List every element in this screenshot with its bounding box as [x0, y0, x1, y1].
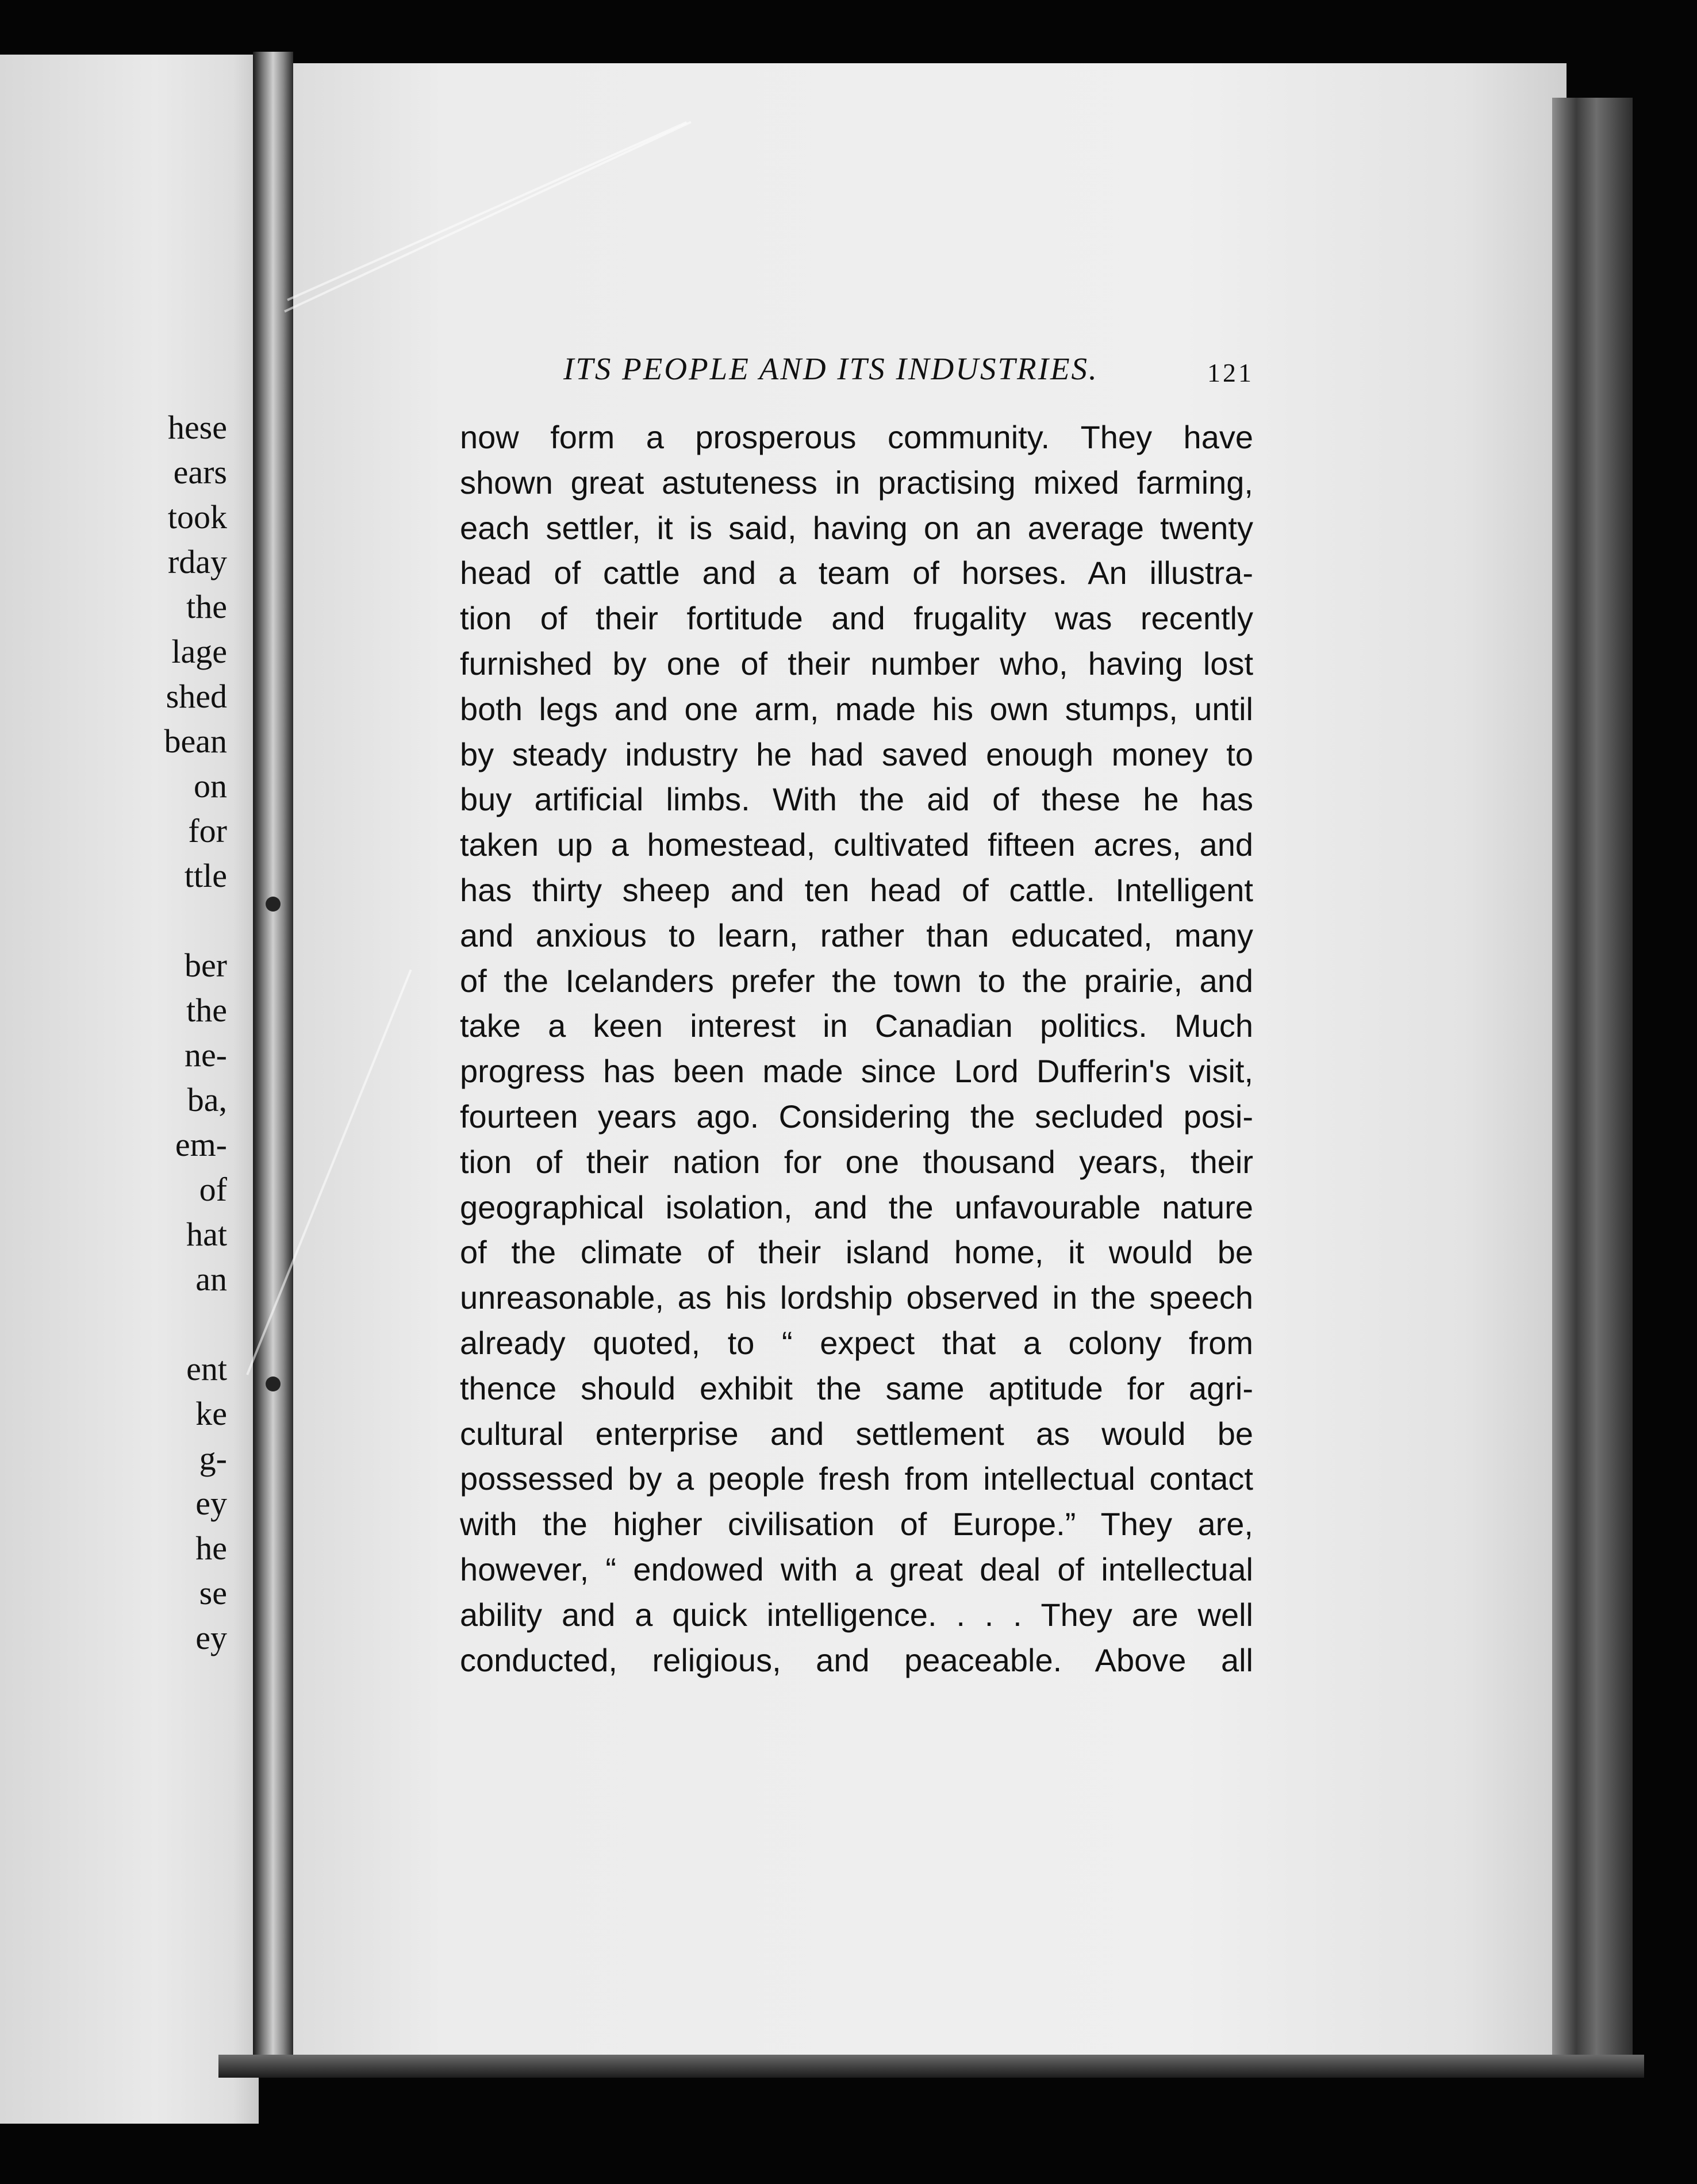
text-line: possessed by a people fresh from intellectual contact	[460, 1460, 1253, 1497]
text-line: both legs and one arm, made his own stumps, until	[460, 690, 1253, 727]
text-line: head of cattle and a team of horses. An illustra-	[460, 555, 1253, 591]
left-page-line-fragment	[164, 1302, 228, 1347]
left-page-line-fragment: ears	[173, 453, 227, 491]
left-page-line-fragment: an	[195, 1260, 227, 1298]
text-line: of the Icelanders prefer the town to the prairie, and	[460, 962, 1253, 999]
left-page-line-fragment: bean	[164, 722, 227, 760]
text-line: buy artificial limbs. With the aid of these he has	[460, 781, 1253, 818]
left-page-line-fragment: shed	[166, 678, 227, 715]
left-page-line-fragment: of	[199, 1171, 227, 1208]
text-line: take a keen interest in Canadian politics. Much	[460, 1008, 1253, 1044]
page-number: 121	[1207, 358, 1254, 387]
left-page-line-fragment: rday	[167, 543, 227, 580]
running-head: ITS PEOPLE AND ITS INDUSTRIES.	[563, 351, 1099, 386]
text-line: geographical isolation, and the unfavourable nature	[460, 1189, 1253, 1225]
text-line: with the higher civilisation of Europe.” They are,	[460, 1506, 1253, 1543]
text-line: now form a prosperous community. They have	[460, 419, 1253, 455]
left-page-line-fragment: g-	[199, 1440, 227, 1477]
text-line: and anxious to learn, rather than educated, many	[460, 917, 1253, 953]
page-bottom-edge	[218, 2055, 1644, 2078]
text-line: conducted, religious, and peaceable. Above all	[460, 1641, 1253, 1678]
left-page-line-fragment: ke	[195, 1395, 227, 1432]
left-page-text-fragments	[164, 405, 228, 1660]
text-line: cultural enterprise and settlement as would be	[460, 1415, 1253, 1452]
left-page-line-fragment: ne-	[184, 1036, 227, 1074]
left-page-line-fragment: took	[167, 498, 227, 536]
left-page-line-fragment: ba,	[187, 1081, 227, 1118]
text-line: by steady industry he had saved enough money to	[460, 736, 1253, 772]
text-line: tion of their nation for one thousand years, their	[460, 1143, 1253, 1180]
text-line: tion of their fortitude and frugality was recently	[460, 600, 1253, 637]
left-page-line-fragment: ent	[186, 1350, 227, 1387]
left-page-line-fragment: on	[194, 767, 227, 805]
body-text	[460, 415, 1253, 1683]
text-line: of the climate of their island home, it would be	[460, 1234, 1253, 1271]
left-page	[0, 55, 259, 2124]
left-page-line-fragment: the	[186, 588, 227, 625]
text-line: has thirty sheep and ten head of cattle. Intelligent	[460, 871, 1253, 908]
book-gutter	[253, 52, 293, 2075]
text-line: taken up a homestead, cultivated fifteen acres, and	[460, 826, 1253, 863]
left-page-line-fragment: hat	[186, 1216, 227, 1253]
left-page-line-fragment: se	[199, 1574, 227, 1612]
left-page-line-fragment	[164, 898, 228, 943]
left-page-line-fragment: ey	[195, 1485, 227, 1522]
text-line: thence should exhibit the same aptitude for agri-	[460, 1370, 1253, 1406]
left-page-line-fragment: hese	[167, 409, 227, 446]
left-page-line-fragment: em-	[175, 1126, 227, 1163]
binding-stitch	[266, 897, 281, 912]
text-line: however, “ endowed with a great deal of intellectual	[460, 1551, 1253, 1587]
text-line: fourteen years ago. Considering the secluded posi-	[460, 1098, 1253, 1135]
left-page-line-fragment: he	[195, 1529, 227, 1567]
text-line: unreasonable, as his lordship observed in the speech	[460, 1279, 1253, 1316]
left-page-line-fragment: ber	[184, 947, 227, 984]
left-page-line-fragment: ey	[195, 1619, 227, 1656]
text-line: shown great astuteness in practising mixed farming,	[460, 464, 1253, 501]
left-page-line-fragment: for	[188, 812, 227, 849]
left-page-line-fragment: lage	[171, 633, 227, 670]
left-page-line-fragment: the	[186, 991, 227, 1029]
text-line: already quoted, to “ expect that a colony from	[460, 1324, 1253, 1361]
text-line: ability and a quick intelligence. . . . They are well	[460, 1596, 1253, 1633]
text-line: furnished by one of their number who, having lost	[460, 645, 1253, 682]
text-line: progress has been made since Lord Dufferin's visit,	[460, 1053, 1253, 1090]
left-page-line-fragment: ttle	[184, 857, 227, 894]
page-edge-stack	[1552, 98, 1633, 2069]
binding-stitch	[266, 1376, 281, 1391]
text-line: each settler, it is said, having on an average twenty	[460, 509, 1253, 546]
